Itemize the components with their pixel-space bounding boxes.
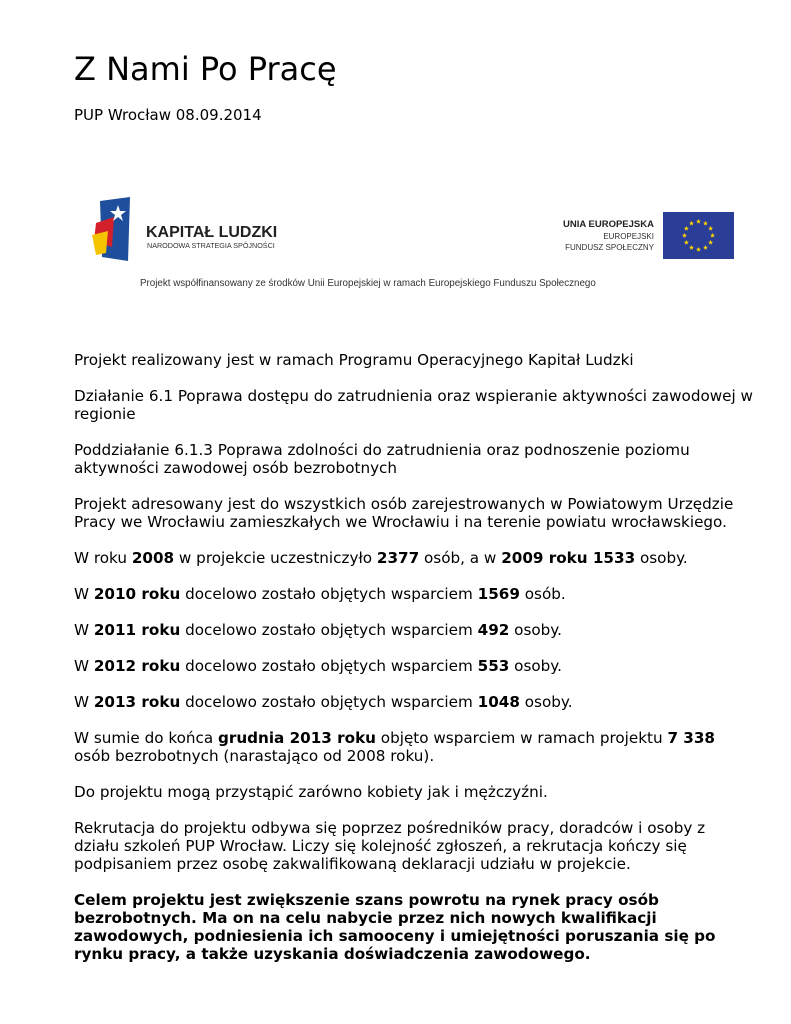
kapital-ludzki-logo bbox=[92, 197, 277, 261]
eu-line1: UNIA EUROPEJSKA bbox=[563, 219, 654, 230]
paragraph-year-2011: W 2011 roku docelowo zostało objętych wsparciem 492 osoby. bbox=[74, 621, 562, 639]
kl-title: KAPITAŁ LUDZKI bbox=[146, 224, 278, 241]
date-line: PUP Wrocław 08.09.2014 bbox=[74, 106, 262, 124]
paragraph-year-2012: W 2012 roku docelowo zostało objętych wsparciem 553 osoby. bbox=[74, 657, 562, 675]
kl-subtitle: NARODOWA STRATEGIA SPÓJNOŚCI bbox=[147, 241, 275, 250]
funding-banner bbox=[90, 195, 740, 295]
paragraph-recruitment: Rekrutacja do projektu odbywa się poprzez pośredników pracy, doradców i osoby z działu szkoleń PUP Wrocław. Liczy się kolejność zgłoszeń, a rekrutacja kończy się podpisaniem przez osobę zakwalifikowaną deklaracji udziału w projekcie. bbox=[74, 819, 706, 873]
paragraph-year-2010: W 2010 roku docelowo zostało objętych wsparciem 1569 osób. bbox=[74, 585, 566, 603]
paragraph-2008-2009: W roku 2008 w projekcie uczestniczyło 2377 osób, a w 2009 roku 1533 osoby. bbox=[74, 549, 688, 567]
eu-flag bbox=[663, 212, 734, 259]
paragraph-goal: Celem projektu jest zwiększenie szans powrotu na rynek pracy osób bezrobotnych. Ma on na celu nabycie przez nich nowych kwalifikacji zawodowych, podniesienia ich samooceny i umiejętności poruszania się po rynku pracy, a także uzyskania doświadczenia zawodowego. bbox=[74, 891, 716, 963]
paragraph-target: Projekt adresowany jest do wszystkich osób zarejestrowanych w Powiatowym Urzędzie Pracy we Wrocławiu zamieszkałych we Wrocławiu i na terenie powiatu wrocławskiego. bbox=[74, 495, 734, 531]
document-body bbox=[74, 351, 754, 963]
paragraph-program: Projekt realizowany jest w ramach Programu Operacyjnego Kapitał Ludzki bbox=[74, 351, 634, 369]
paragraph-summary: W sumie do końca grudnia 2013 roku objęto wsparciem w ramach projektu 7 338 osób bezrobotnych (narastająco od 2008 roku). bbox=[74, 729, 715, 765]
eu-line3: FUNDUSZ SPOŁECZNY bbox=[565, 243, 654, 252]
page-title: Z Nami Po Pracę bbox=[74, 50, 337, 88]
banner-caption: Projekt współfinansowany ze środków Unii Europejskiej w ramach Europejskiego Funduszu Społecznego bbox=[140, 278, 596, 289]
paragraph-gender: Do projektu mogą przystąpić zarówno kobiety jak i mężczyźni. bbox=[74, 783, 548, 801]
eu-text-block bbox=[563, 219, 655, 252]
paragraph-subaction: Poddziałanie 6.1.3 Poprawa zdolności do zatrudnienia oraz podnoszenie poziomu aktywności zawodowej osób bezrobotnych bbox=[74, 441, 690, 477]
paragraph-action: Działanie 6.1 Poprawa dostępu do zatrudnienia oraz wspieranie aktywności zawodowej w regionie bbox=[74, 387, 753, 423]
eu-line2: EUROPEJSKI bbox=[603, 232, 654, 241]
paragraph-year-2013: W 2013 roku docelowo zostało objętych wsparciem 1048 osoby. bbox=[74, 693, 573, 711]
kl-logo-yellow-shape bbox=[92, 231, 108, 255]
